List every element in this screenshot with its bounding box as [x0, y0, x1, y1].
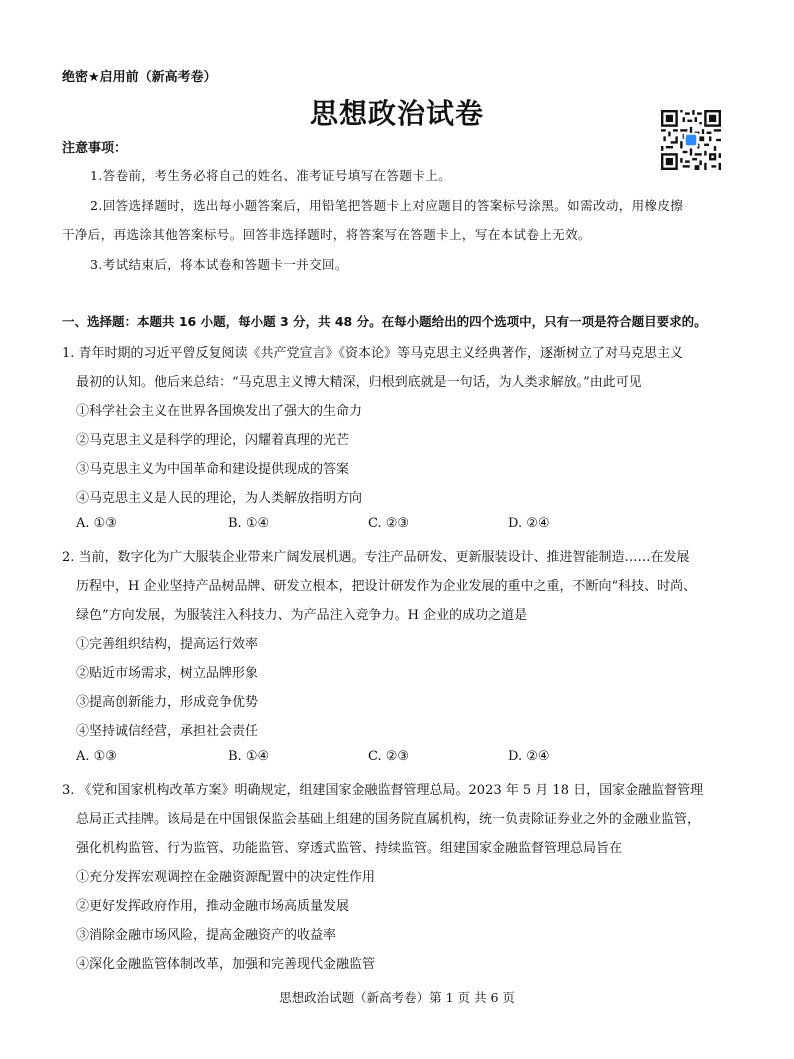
notice-item-2: 2.回答选择题时，选出每小题答案后，用铅笔把答题卡上对应题目的答案标号涂黑。如需改动，用橡皮擦 — [90, 198, 684, 213]
q3-statement-3: ③消除金融市场风险，提高金融资产的收益率 — [76, 928, 337, 943]
q3-stem-line-3: 强化机构监管、行为监管、功能监管、穿透式监管、持续监管。组建国家金融监督管理总局旨在 — [76, 841, 623, 856]
confidential-label: 绝密★启用前（新高考卷） — [62, 70, 217, 85]
q2-stem-line-1: 2. 当前，数字化为广大服装企业带来广阔发展机遇。专注产品研发、更新服装设计、推进智能制造……在发展 — [62, 550, 690, 565]
notice-item-1: 1.答卷前，考生务必将自己的姓名、准考证号填写在答题卡上。 — [90, 168, 452, 183]
q1-statement-3: ③马克思主义为中国革命和建设提供现成的答案 — [76, 462, 350, 477]
q2-statement-2: ②贴近市场需求，树立品牌形象 — [76, 666, 259, 681]
q1-option-c: C. ②③ — [368, 516, 410, 531]
page-footer: 思想政治试题（新高考卷）第 1 页 共 6 页 — [279, 990, 515, 1005]
qr-code-icon — [661, 110, 721, 170]
q2-statement-3: ③提高创新能力，形成竞争优势 — [76, 695, 259, 710]
q3-statement-4: ④深化金融监管体制改革，加强和完善现代金融监管 — [76, 957, 376, 972]
q2-stem-line-2: 历程中，H 企业坚持产品树品牌、研发立根本，把设计研发作为企业发展的重中之重，不断向“科技、时尚、 — [76, 579, 697, 594]
notice-item-2-cont: 干净后，再选涂其他答案标号。回答非选择题时，将答案写在答题卡上，写在本试卷上无效。 — [62, 227, 591, 242]
q2-option-b: B. ①④ — [228, 749, 270, 764]
notice-item-3: 3.考试结束后，将本试卷和答题卡一并交回。 — [90, 257, 348, 272]
q1-statement-4: ④马克思主义是人民的理论，为人类解放指明方向 — [76, 491, 363, 506]
q1-statement-1: ①科学社会主义在世界各国焕发出了强大的生命力 — [76, 404, 363, 419]
q2-option-c: C. ②③ — [368, 749, 410, 764]
q2-option-d: D. ②④ — [508, 749, 550, 764]
page-title: 思想政治试卷 — [309, 97, 484, 130]
notice-title: 注意事项： — [62, 141, 128, 156]
q1-option-a: A. ①③ — [76, 516, 117, 531]
q1-option-d: D. ②④ — [508, 516, 550, 531]
q2-statement-1: ①完善组织结构，提高运行效率 — [76, 637, 259, 652]
section-heading: 一、选择题：本题共 16 小题，每小题 3 分，共 48 分。在每小题给出的四个选项中，只有一项是符合题目要求的。 — [62, 314, 707, 329]
q2-stem-line-3: 绿色”方向发展，为服装注入科技力、为产品注入竞争力。H 企业的成功之道是 — [76, 608, 528, 623]
q2-statement-4: ④坚持诚信经营，承担社会责任 — [76, 724, 259, 739]
q1-stem-line-2: 最初的认知。他后来总结：“马克思主义博大精深，归根到底就是一句话，为人类求解放。”由此可见 — [76, 375, 642, 390]
q1-statement-2: ②马克思主义是科学的理论，闪耀着真理的光芒 — [76, 433, 350, 448]
q1-option-b: B. ①④ — [228, 516, 270, 531]
q3-statement-1: ①充分发挥宏观调控在金融资源配置中的决定性作用 — [76, 870, 376, 885]
q3-stem-line-2: 总局正式挂牌。该局是在中国银保监会基础上组建的国务院直属机构，统一负责除证券业之外的金融业监管， — [76, 812, 701, 827]
q3-statement-2: ②更好发挥政府作用，推动金融市场高质量发展 — [76, 899, 350, 914]
q2-option-a: A. ①③ — [76, 749, 117, 764]
q3-stem-line-1: 3. 《党和国家机构改革方案》明确规定，组建国家金融监督管理总局。2023 年 5 月 18 日，国家金融监督管理 — [62, 783, 704, 798]
q1-stem-line-1: 1. 青年时期的习近平曾反复阅读《共产党宣言》《资本论》等马克思主义经典著作，逐渐树立了对马克思主义 — [62, 346, 684, 361]
